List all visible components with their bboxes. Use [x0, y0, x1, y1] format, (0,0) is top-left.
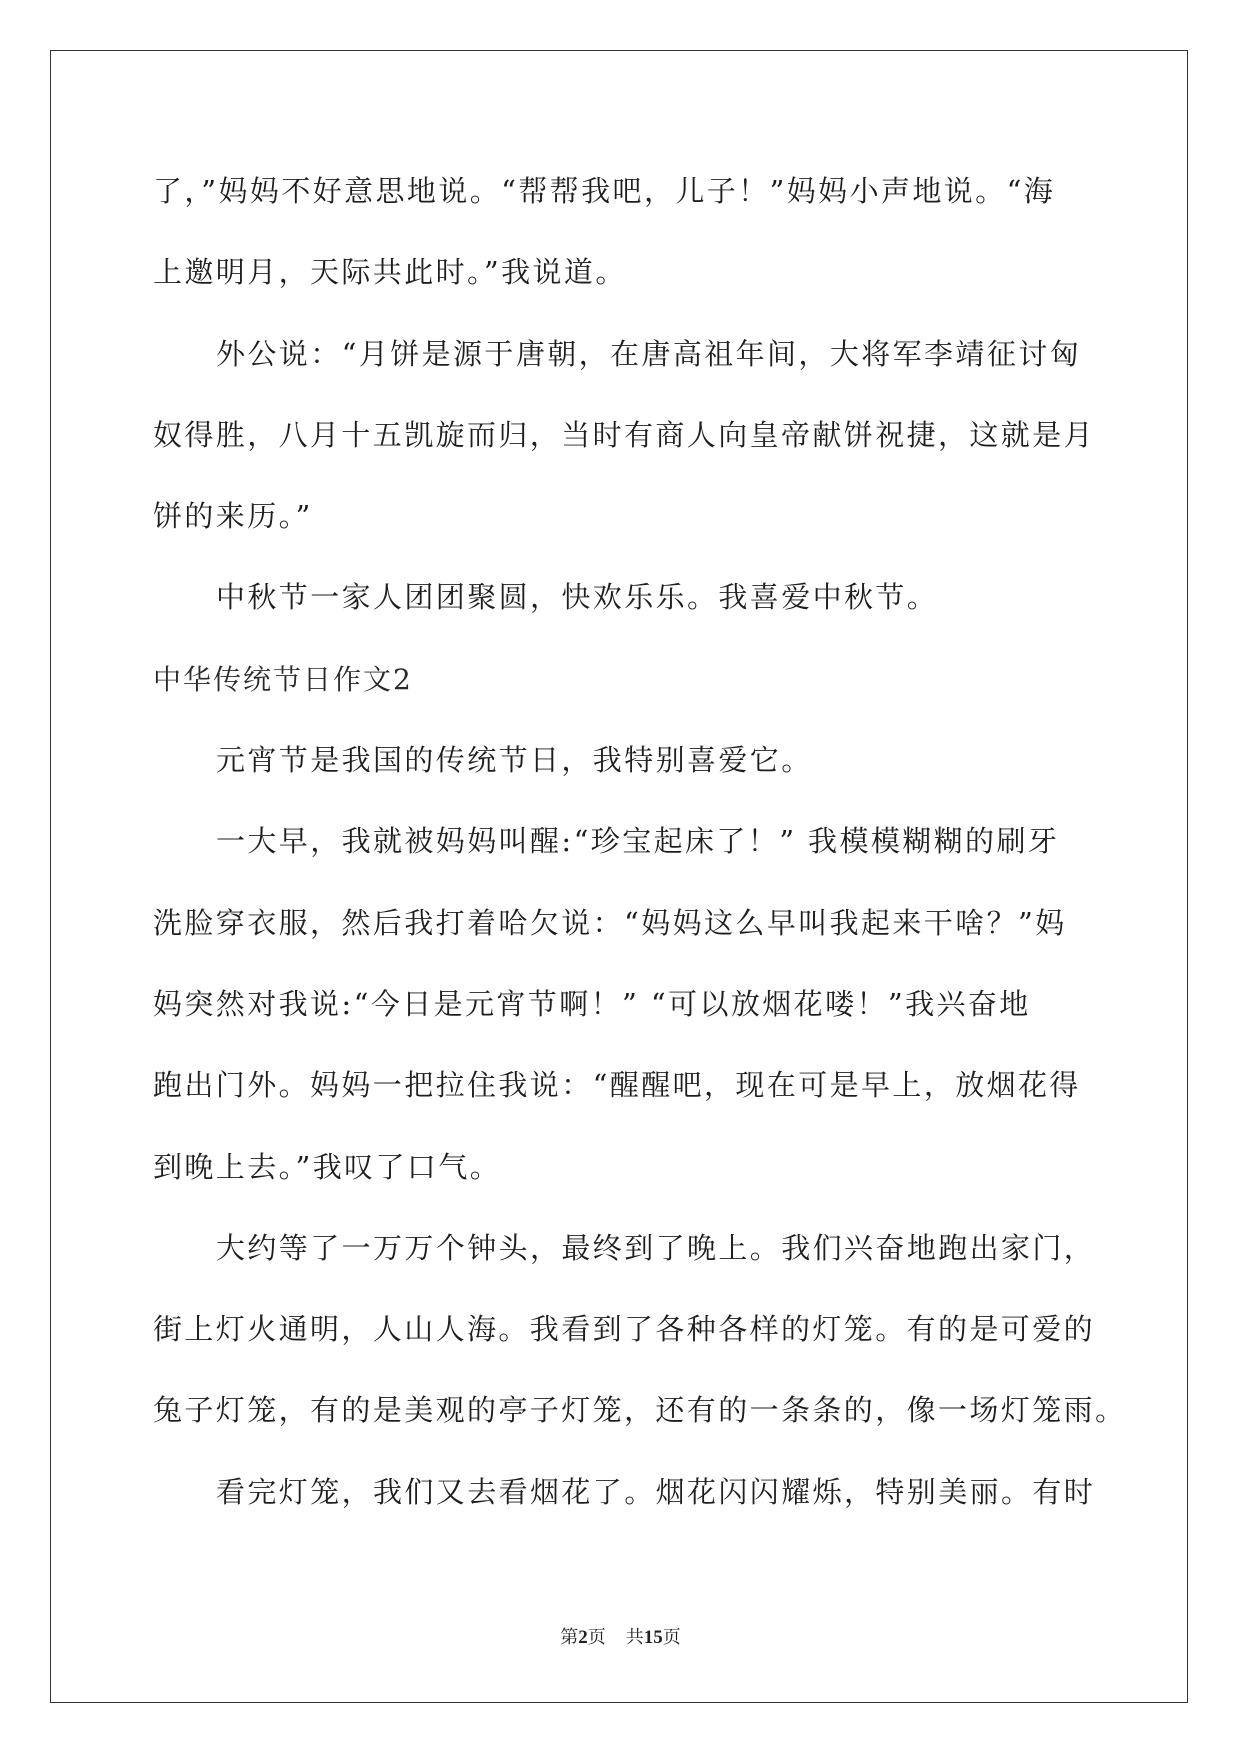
text-line: 跑出门外。妈妈一把拉住我说：“醒醒吧，现在可是早上，放烟花得 [153, 1068, 1081, 1103]
text-line: 饼的来历。” [153, 499, 313, 534]
page-prefix: 第 [560, 1627, 579, 1648]
page-footer [0, 1624, 1241, 1652]
section-heading: 中华传统节日作文2 [153, 662, 413, 696]
page-number-label [560, 1627, 606, 1648]
text-line: 外公说：“月饼是源于唐朝，在唐高祖年间，大将军李靖征讨匈 [216, 336, 1082, 371]
document-body [153, 151, 1163, 1533]
text-line: 妈突然对我说:“今日是元宵节啊！” “可以放烟花喽！”我兴奋地 [153, 986, 1031, 1021]
page-suffix: 页 [587, 1627, 606, 1648]
text-line: 街上灯火通明，人山人海。我看到了各种各样的灯笼。有的是可爱的 [153, 1312, 1096, 1347]
text-line: 了，”妈妈不好意思地说。“帮帮我吧，儿子！”妈妈小声地说。“海 [153, 174, 1056, 208]
total-pages-label [626, 1627, 681, 1648]
text-line: 奴得胜，八月十五凯旋而归，当时有商人向皇帝献饼祝捷，这就是月 [153, 417, 1096, 452]
text-line: 看完灯笼，我们又去看烟花了。烟花闪闪耀烁，特别美丽。有时 [216, 1474, 1096, 1509]
text-line: 元宵节是我国的传统节日，我特别喜爱它。 [216, 743, 813, 778]
text-line: 到晚上去。”我叹了口气。 [153, 1149, 502, 1184]
text-line: 大约等了一万万个钟头，最终到了晚上。我们兴奋地跑出家门， [216, 1230, 1096, 1265]
text-line: 中秋节一家人团团聚圆，快欢乐乐。我喜爱中秋节。 [216, 580, 939, 615]
text-line: 洗脸穿衣服，然后我打着哈欠说：“妈妈这么早叫我起来干啥？”妈 [153, 905, 1067, 940]
text-line: 一大早，我就被妈妈叫醒:“珍宝起床了！” 我模模糊糊的刷牙 [216, 824, 1060, 859]
total-suffix: 页 [662, 1627, 681, 1648]
text-line: 上邀明月，天际共此时。”我说道。 [153, 255, 627, 290]
page-number: 2 [578, 1627, 588, 1648]
total-prefix: 共 [625, 1627, 644, 1648]
text-line: 兔子灯笼，有的是美观的亭子灯笼，还有的一条条的，像一场灯笼雨。 [153, 1393, 1127, 1428]
total-pages: 15 [643, 1627, 663, 1648]
